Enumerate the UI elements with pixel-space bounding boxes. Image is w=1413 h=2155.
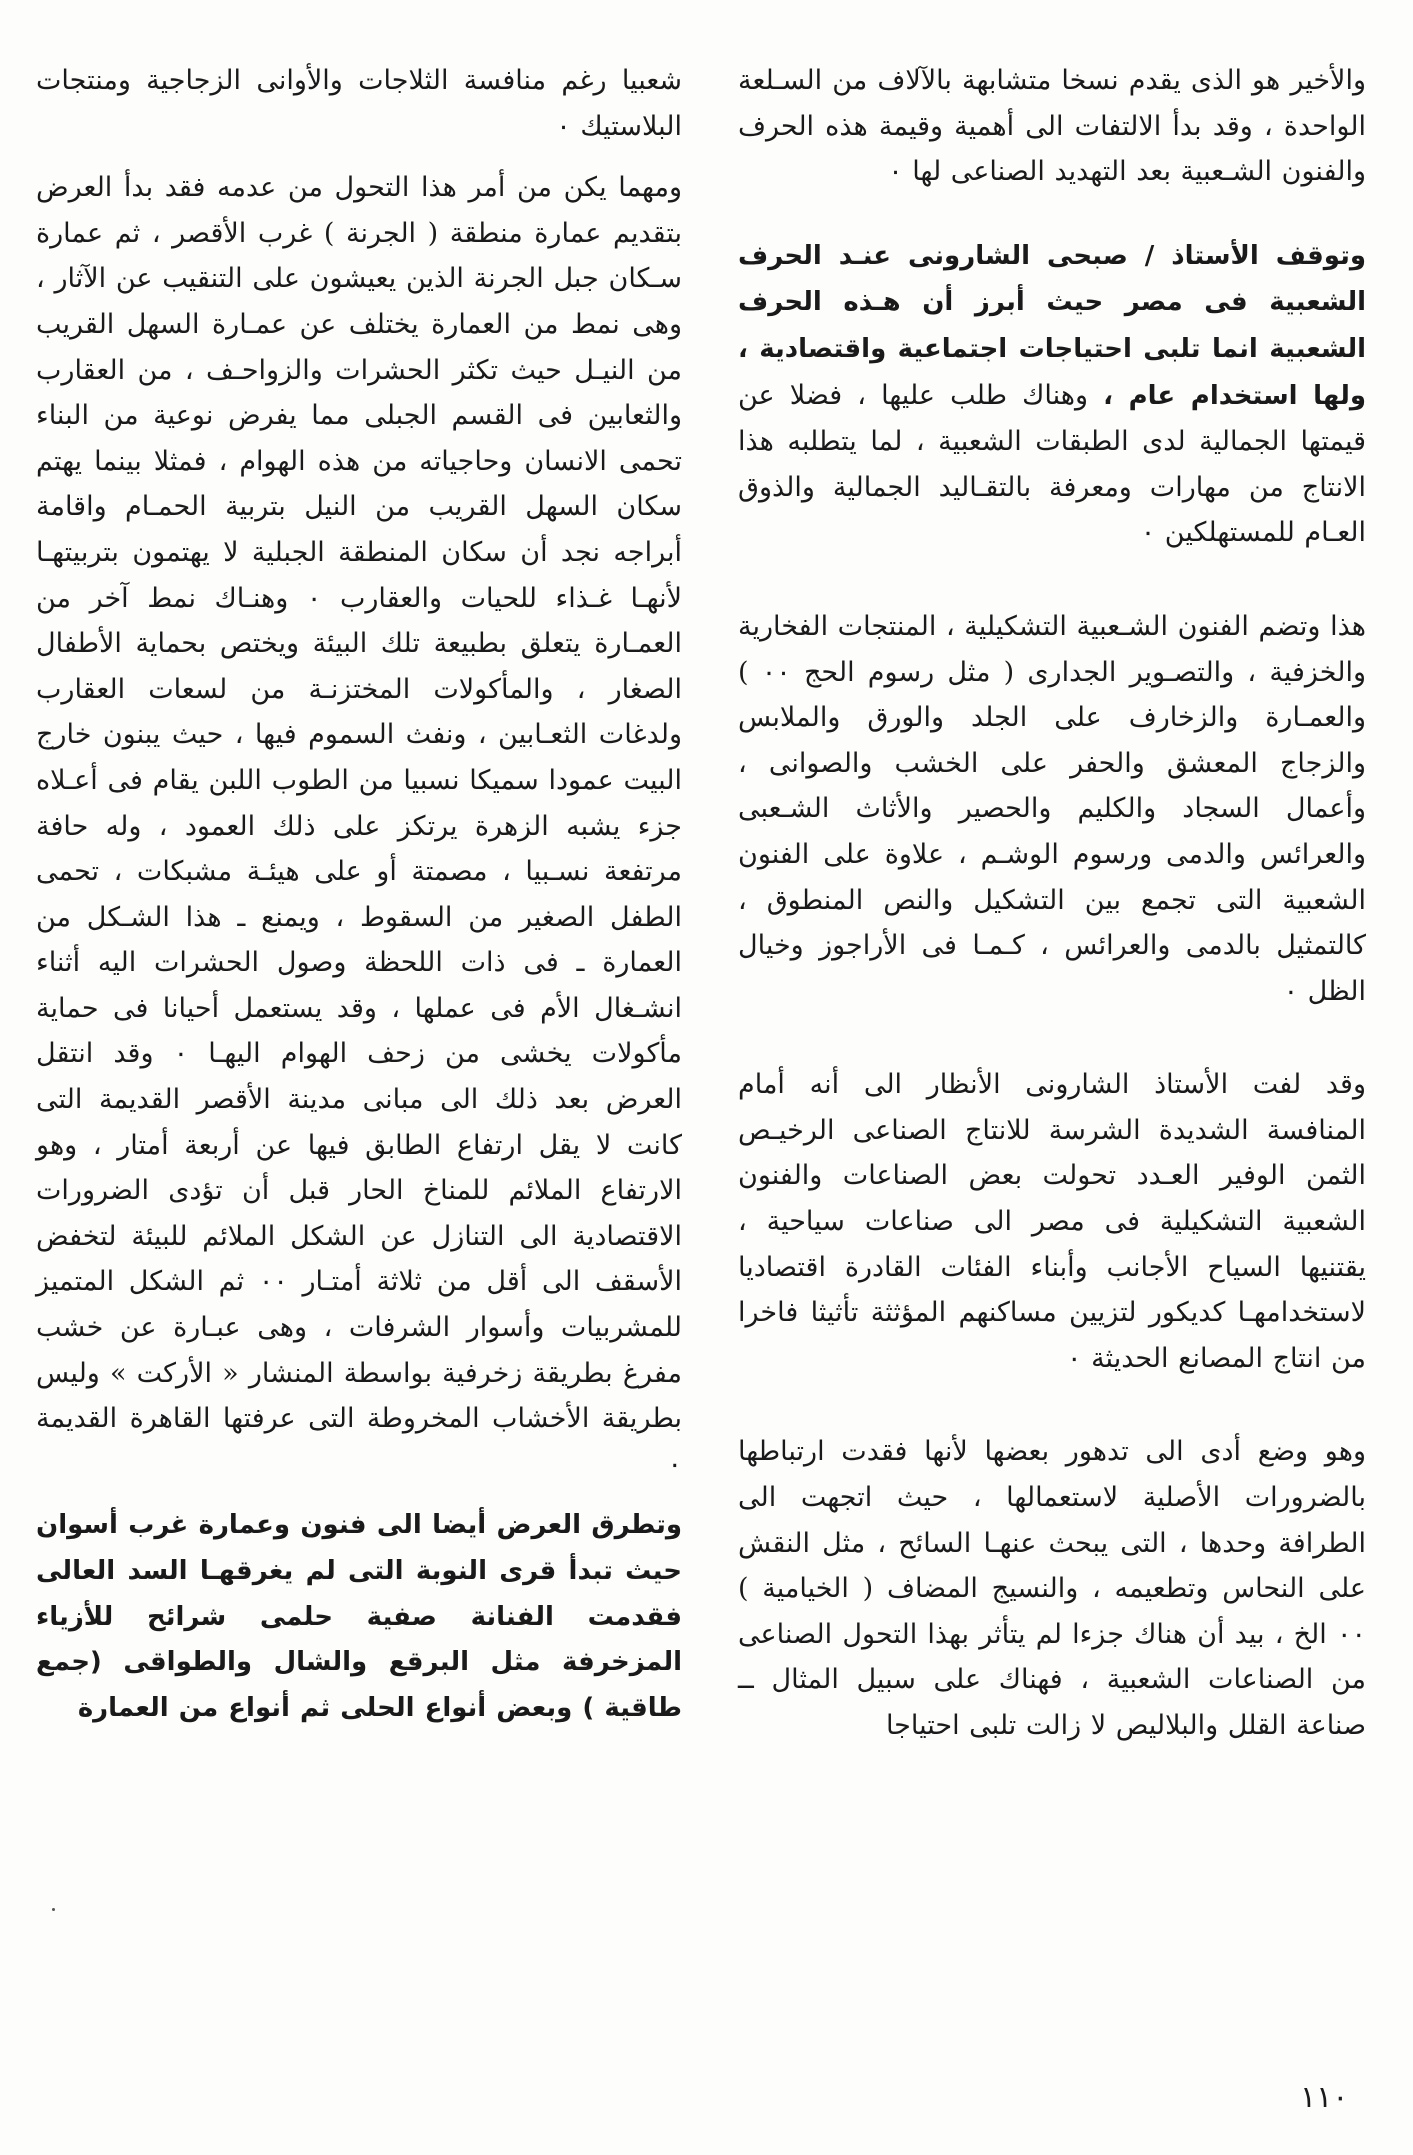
print-speck	[52, 1908, 55, 1911]
bold-paragraph: وتطرق العرض أيضا الى فنون وعمارة غرب أسوان حيث تبدأ قرى النوبة التى لم يغرقهـا السد العالى فقدمت الفنانة صفية حلمى شرائح للأزياء المزخرفة مثل البرقع والشال والطواقى (جمع طاقية ) وبعض أنواع الحلى ثم أنواع من العمارة	[36, 1510, 682, 1723]
paragraph: وقد لفت الأستاذ الشارونى الأنظار الى أنه أمام المنافسة الشديدة الشرسة للانتاج الصناعى الرخيـص الثمن الوفير العـدد تحولت بعض الصناعات والفنون الشعبية التشكيلية فى مصر الى صناعات سياحية ، يقتنيها السياح الأجانب وأبناء الفئات القادرة اقتصاديا لاستخدامهـا كديكور لتزيين مساكنهم المؤثثة تأثيثا فاخرا من انتاج المصانع الحديثة ٠	[738, 1069, 1366, 1374]
bold-lead-text: وتوقف الأستاذ / صبحى الشارونى عنـد الحرف الشعبية فى مصر حيث أبرز أن هـذه الحرف الشعبية انما تلبى احتياجات اجتماعية واقتصادية ، ولها استخدام عام ،	[738, 240, 1366, 411]
paragraph: ومهما يكن من أمر هذا التحول من عدمه فقد بدأ العرض بتقديم عمارة منطقة ( الجرنة ) غرب الأقصر ، ثم عمارة سـكان جبل الجرنة الذين يعيشون على التنقيب عن الآثار ، وهى نمط من العمارة يختلف عن عمـارة السهل القريب من النيـل حيث تكثر الحشرات والزواحـف ، من العقارب والثعابين فى القسم الجبلى مما يفرض نوعية من البناء تحمى الانسان وحاجياته من هذه الهوام ، فمثلا بينما يهتم سكان السهل القريب من النيل بتربية الحمـام واقامة أبراجه نجد أن سكان المنطقة الجبلية لا يهتمون بتربيتهـا لأنهـا غـذاء للحيات والعقارب ٠ وهنـاك نمط آخر من العمـارة يتعلق بطبيعة تلك البيئة ويختص بحماية الأطفال الصغار ، والمأكولات المختزنـة من لسعات العقارب ولدغات الثعـابين ، ونفث السموم فيها ، حيث يبنون خارج البيت عمودا سميكا نسبيا من الطوب اللبن يقام فى أعـلاه جزء يشبه الزهرة يرتكز على ذلك العمود ، وله حافة مرتفعة نسـبيا ، مصمتة أو على هيئـة مشبكات ، تحمى الطفل الصغير من السقوط ، ويمنع ـ هذا الشـكل من العمارة ـ فى ذات اللحظة وصول الحشرات اليه أثناء انشـغال الأم فى عملها ، وقد يستعمل أحيانا فى حماية مأكولات يخشى من زحف الهوام اليهـا ٠ وقد انتقل العرض بعد ذلك الى مبانى مدينة الأقصر القديمة التى كانت لا يقل ارتفاع الطابق فيها عن أربعة أمتار ، وهو الارتفاع الملائم للمناخ الحار قبل أن تؤدى الضرورات الاقتصادية الى التنازل عن الشكل الملائم للبيئة لتخفض الأسقف الى أقل من ثلاثة أمتـار ٠٠ ثم الشكل المتميز للمشربيات وأسوار الشرفات ، وهى عبـارة عن خشب مفرغ بطريقة زخرفية بواسطة المنشار « الأركت » وليس بطريقة الأخشاب المخروطة التى عرفتها القاهرة القديمة ٠	[36, 172, 682, 1480]
right-column	[738, 58, 1366, 1749]
paragraph	[738, 233, 1366, 556]
paragraph-continuation: وهناك طلب عليها ، فضلا عن قيمتها الجمالية لدى الطبقات الشعبية ، لما يتطلبه هذا الانتاج من مهارات ومعرفة بالتقـاليد الجمالية والذوق العـام للمستهلكين ٠	[738, 379, 1366, 549]
paragraph: شعبيا رغم منافسة الثلاجات والأوانى الزجاجية ومنتجات البلاستيك ٠	[36, 65, 682, 142]
page-number: ١١٠	[1300, 2080, 1349, 2115]
left-column	[36, 58, 682, 1731]
paragraph: هذا وتضم الفنون الشـعبية التشكيلية ، المنتجات الفخارية والخزفية ، والتصـوير الجدارى ( مثل رسوم الحج ٠٠ ) والعمـارة والزخارف على الجلد والورق والملابس والزجاج المعشق والحفر على الخشب والصوانى ، وأعمال السجاد والكليم والحصير والأثاث الشـعبى والعرائس والدمى ورسوم الوشـم ، علاوة على الفنون الشعبية التى تجمع بين التشكيل والنص المنطوق ، كالتمثيل بالدمى والعرائس ، كـمـا فى الأراجوز وخيال الظل ٠	[738, 610, 1366, 1007]
paragraph: والأخير هو الذى يقدم نسخا متشابهة بالآلاف من السـلعة الواحدة ، وقد بدأ الالتفات الى أهمية وقيمة هذه الحرف والفنون الشـعبية بعد التهديد الصناعى لها ٠	[738, 65, 1366, 188]
paragraph: وهو وضع أدى الى تدهور بعضها لأنها فقدت ارتباطها بالضرورات الأصلية لاستعمالها ، حيث اتجهت الى الطرافة وحدها ، التى يبحث عنهـا السائح ، مثل النقش على النحاس وتطعيمه ، والنسيج المضاف ( الخيامية ) ٠٠ الخ ، بيد أن هناك جزءا لم يتأثر بهذا التحول الصناعى من الصناعات الشعبية ، فهناك على سبيل المثال ــ صناعة القلل والبلاليص لا زالت تلبى احتياجا	[738, 1436, 1366, 1741]
